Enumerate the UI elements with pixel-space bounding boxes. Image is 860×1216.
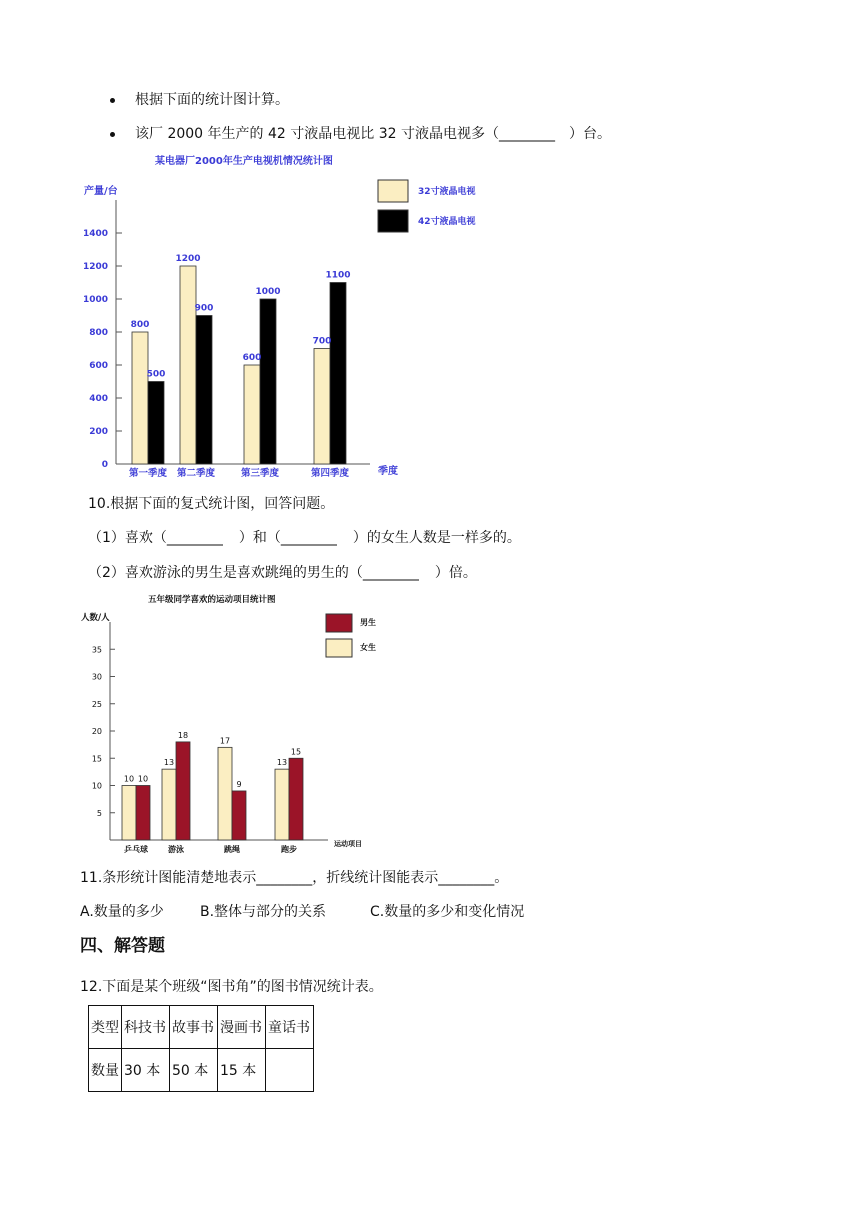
legend-swatch-boy xyxy=(326,614,352,632)
book-stats-table xyxy=(88,1005,314,1092)
bar-value-label: 1000 xyxy=(255,287,281,297)
chart-title: 某电器厂2000年生产电视机情况统计图 xyxy=(155,156,333,167)
legend-swatch-girl xyxy=(326,639,352,657)
category-label: 跑步 xyxy=(281,845,297,854)
bar-value-label: 10 xyxy=(137,774,149,784)
table-cell: 50 本 xyxy=(170,1049,218,1092)
y-tick-label: 1400 xyxy=(82,229,108,239)
table-row xyxy=(89,1049,314,1092)
category-label: 第一季度 xyxy=(128,468,168,479)
y-axis-label: 产量/台 xyxy=(84,186,118,197)
legend-swatch-32 xyxy=(378,180,408,202)
bar-value-label: 15 xyxy=(290,747,302,757)
bar-value-label: 17 xyxy=(219,736,231,746)
sports-preference-chart xyxy=(80,592,380,856)
table-cell: 科技书 xyxy=(122,1006,170,1049)
legend-label-42: 42寸液晶电视 xyxy=(418,217,476,227)
y-tick-label: 20 xyxy=(91,727,102,736)
q10-part-2 xyxy=(88,563,477,583)
bar xyxy=(218,747,232,840)
y-tick-label: 200 xyxy=(89,427,108,437)
table-cell: 数量 xyxy=(89,1049,122,1092)
bar-value-label: 1200 xyxy=(175,254,201,264)
q10-part-1 xyxy=(88,528,521,548)
q11-option-c[interactable]: C.数量的多少和变化情况 xyxy=(370,904,525,920)
answer-blank[interactable]: ________ xyxy=(280,530,337,546)
bar-value-label: 800 xyxy=(130,320,150,330)
bar-value-label: 13 xyxy=(276,758,288,768)
y-tick-label: 1000 xyxy=(82,295,108,305)
q10-part-1-b: ）和（ xyxy=(238,530,281,546)
answer-blank[interactable]: ________ xyxy=(362,565,419,581)
bar-value-label: 13 xyxy=(163,758,175,768)
bar xyxy=(136,786,150,841)
category-label: 第二季度 xyxy=(176,468,216,479)
y-tick-label: 400 xyxy=(89,394,108,404)
q10-part-2-a: （2）喜欢游泳的男生是喜欢跳绳的男生的（ xyxy=(88,565,363,581)
x-axis-label: 季度 xyxy=(378,466,398,477)
section-heading: 四、解答题 xyxy=(80,936,165,956)
q10-part-2-b: ）倍。 xyxy=(434,565,477,581)
bar-value-label: 600 xyxy=(242,353,262,363)
q10-title: 10.根据下面的复式统计图，回答问题。 xyxy=(88,496,335,512)
bullet-dot xyxy=(110,98,115,103)
table-cell: 故事书 xyxy=(170,1006,218,1049)
y-tick-label: 35 xyxy=(91,645,102,655)
bar-value-label: 9 xyxy=(236,779,242,789)
y-tick-label: 600 xyxy=(89,361,108,371)
table-cell: 15 本 xyxy=(218,1049,266,1092)
legend-label-boy: 男生 xyxy=(360,618,376,627)
answer-blank[interactable]: ________ xyxy=(498,126,555,142)
bar-value-label: 18 xyxy=(177,730,189,740)
y-tick-label: 1200 xyxy=(82,262,108,272)
y-tick-label: 5 xyxy=(96,808,102,818)
bar xyxy=(244,365,260,464)
bar xyxy=(314,349,330,465)
q11-text: 11.条形统计图能清楚地表示________，折线统计图能表示________。 xyxy=(80,870,509,886)
q9-bullet-2 xyxy=(135,124,611,144)
tv-production-chart xyxy=(80,152,510,482)
bar xyxy=(260,299,276,464)
answer-cell[interactable] xyxy=(266,1049,314,1092)
y-tick-label: 30 xyxy=(91,672,102,682)
bar xyxy=(289,758,303,840)
bar xyxy=(176,742,190,840)
bar-value-label: 1100 xyxy=(325,270,351,281)
q11-option-a[interactable]: A.数量的多少 xyxy=(80,904,164,920)
chart-title: 五年级同学喜欢的运动项目统计图 xyxy=(148,595,276,605)
bullet-dot xyxy=(110,132,115,137)
table-cell: 类型 xyxy=(89,1006,122,1049)
category-label: 第四季度 xyxy=(310,468,350,479)
bar xyxy=(330,283,346,465)
category-label: 第三季度 xyxy=(240,468,280,479)
y-tick-label: 25 xyxy=(91,699,102,709)
q9-bullet-1: 根据下面的统计图计算。 xyxy=(135,92,289,108)
bar-value-label: 10 xyxy=(123,774,135,784)
y-axis-label: 人数/人 xyxy=(81,613,110,623)
bar xyxy=(275,769,289,840)
bar-value-label: 900 xyxy=(194,303,214,314)
y-tick-label: 800 xyxy=(89,328,108,338)
answer-blank[interactable]: ________ xyxy=(166,530,223,546)
bar xyxy=(132,332,148,464)
bar xyxy=(180,266,196,464)
q10-part-1-c: ）的女生人数是一样多的。 xyxy=(352,530,521,546)
y-tick-label: 10 xyxy=(91,781,102,791)
table-cell: 30 本 xyxy=(122,1049,170,1092)
category-label: 跳绳 xyxy=(224,845,240,854)
table-cell: 童话书 xyxy=(266,1006,314,1049)
q11-option-b[interactable]: B.整体与部分的关系 xyxy=(200,904,327,920)
q9-bullet-2-prefix: 该厂 2000 年生产的 42 寸液晶电视比 32 寸液晶电视多（ xyxy=(135,126,499,142)
category-label: 游泳 xyxy=(168,845,184,854)
q10-part-1-a: （1）喜欢（ xyxy=(88,530,167,546)
table-row xyxy=(89,1006,314,1049)
legend-label-girl: 女生 xyxy=(360,643,376,652)
bar-value-label: 700 xyxy=(312,336,332,347)
bar xyxy=(232,791,246,840)
bar-value-label: 500 xyxy=(146,369,166,380)
bar xyxy=(162,769,176,840)
legend-swatch-42 xyxy=(378,210,408,232)
y-tick-label: 15 xyxy=(91,754,102,764)
legend-label-32: 32寸液晶电视 xyxy=(418,187,476,197)
table-cell: 漫画书 xyxy=(218,1006,266,1049)
bar xyxy=(122,786,136,841)
q12-text: 12.下面是某个班级“图书角”的图书情况统计表。 xyxy=(80,979,383,995)
x-axis-label: 运动项目 xyxy=(334,840,362,848)
bar xyxy=(148,382,164,465)
y-tick-label: 0 xyxy=(101,460,108,470)
q9-bullet-2-suffix: ）台。 xyxy=(568,126,611,142)
bar xyxy=(196,316,212,465)
category-label: 乒乓球 xyxy=(124,845,148,854)
